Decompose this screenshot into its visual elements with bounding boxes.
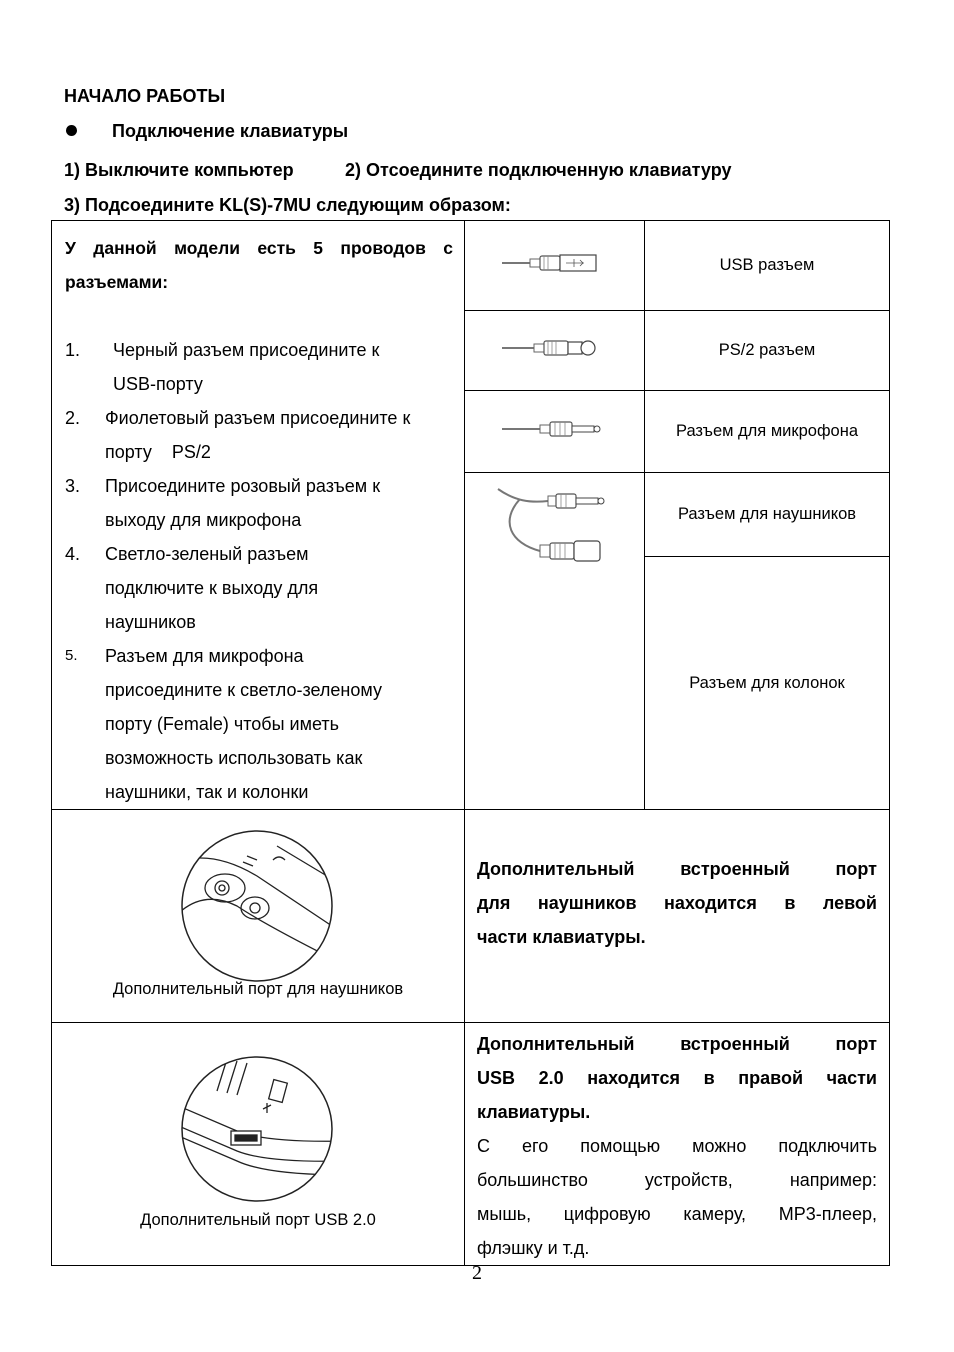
- usb-port-illustration: [177, 1051, 337, 1211]
- step-1: 1) Выключите компьютер: [64, 160, 294, 180]
- description-line: флэшку и т.д.: [477, 1238, 590, 1258]
- list-item-text: порту (Female) чтобы иметь: [105, 714, 339, 734]
- description-line: клавиатуры.: [477, 1102, 591, 1122]
- list-item: [65, 401, 453, 469]
- usb-connector-label: USB разъем: [645, 221, 890, 311]
- list-item-text: выходу для микрофона: [105, 510, 302, 530]
- headphone-splitter-cell: [465, 473, 645, 810]
- headphone-port-caption: Дополнительный порт для наушников: [112, 980, 404, 998]
- headphone-port-image-cell: [52, 810, 465, 1023]
- step-3: 3) Подсоедините KL(S)-7MU следующим образом:: [64, 195, 511, 215]
- headphone-port-illustration: [177, 826, 337, 986]
- list-item-number: 2.: [65, 408, 81, 428]
- list-item-text: Фиолетовый разъем присоедините к: [105, 408, 411, 428]
- description-line: большинство устройств, например:: [477, 1170, 877, 1190]
- description-line: для наушников находится в левой: [477, 893, 877, 913]
- intro-title-line2: разъемами:: [65, 272, 169, 292]
- list-item-text: присоедините к светло-зеленому: [105, 680, 382, 700]
- list-item: [65, 537, 453, 639]
- description-line: мышь, цифровую камеру, MP3-плеер,: [477, 1204, 877, 1224]
- speakers-connector-label: Разъем для колонок: [645, 557, 890, 810]
- usb-port-description: [465, 1023, 890, 1266]
- headphones-connector-label: Разъем для наушников: [645, 473, 890, 557]
- mic-jack-icon: [500, 417, 610, 441]
- ps2-connector-label: PS/2 разъем: [645, 311, 890, 391]
- connection-table: [51, 220, 890, 1266]
- list-item-text: Присоедините розовый разъем к: [105, 476, 381, 496]
- list-item-number: 5.: [65, 647, 78, 664]
- list-item-text: возможность использовать как: [105, 748, 363, 768]
- bullet-dot-icon: [66, 125, 77, 136]
- list-item-number: 3.: [65, 476, 81, 496]
- section-heading: Подключение клавиатуры: [112, 121, 349, 141]
- ps2-plug-icon: [500, 336, 610, 360]
- list-item-text: Светло-зеленый разъем: [105, 544, 309, 564]
- usb-plug-icon: [500, 251, 610, 275]
- list-item: [65, 333, 453, 401]
- list-item: [65, 639, 453, 809]
- page-title: НАЧАЛО РАБОТЫ: [64, 86, 226, 106]
- list-item-text: подключите к выходу для: [105, 578, 319, 598]
- description-line: Дополнительный встроенный порт: [477, 1034, 877, 1054]
- mic-connector-label: Разъем для микрофона: [645, 391, 890, 473]
- description-line: С его помощью можно подключить: [477, 1136, 877, 1156]
- list-item: [65, 469, 453, 537]
- ps2-plug-cell: [465, 311, 645, 391]
- list-item-text: Черный разъем присоедините к: [113, 340, 380, 360]
- intro-cell: [52, 221, 465, 810]
- headphone-splitter-icon: [490, 481, 620, 571]
- list-item-number: 4.: [65, 544, 81, 564]
- usb-plug-cell: [465, 221, 645, 311]
- description-line: Дополнительный встроенный порт: [477, 859, 877, 879]
- list-item-text: USB-порту: [113, 374, 203, 394]
- headphone-port-description: [465, 810, 890, 1023]
- list-item-text: наушников: [105, 612, 196, 632]
- step-2: 2) Отсоедините подключенную клавиатуру: [345, 160, 732, 180]
- usb-port-image-cell: [52, 1023, 465, 1266]
- description-line: части клавиатуры.: [477, 927, 646, 947]
- intro-title-line1: У данной модели есть 5 проводов с: [65, 238, 453, 258]
- list-item-text: Разъем для микрофона: [105, 646, 304, 666]
- list-item-text: наушники, так и колонки: [105, 782, 309, 802]
- list-item-text: порту PS/2: [105, 442, 211, 462]
- usb-port-caption: Дополнительный порт USB 2.0: [140, 1211, 376, 1229]
- description-line: USB 2.0 находится в правой части: [477, 1068, 877, 1088]
- mic-jack-cell: [465, 391, 645, 473]
- list-item-number: 1.: [65, 340, 81, 360]
- page-number: 2: [472, 1262, 482, 1284]
